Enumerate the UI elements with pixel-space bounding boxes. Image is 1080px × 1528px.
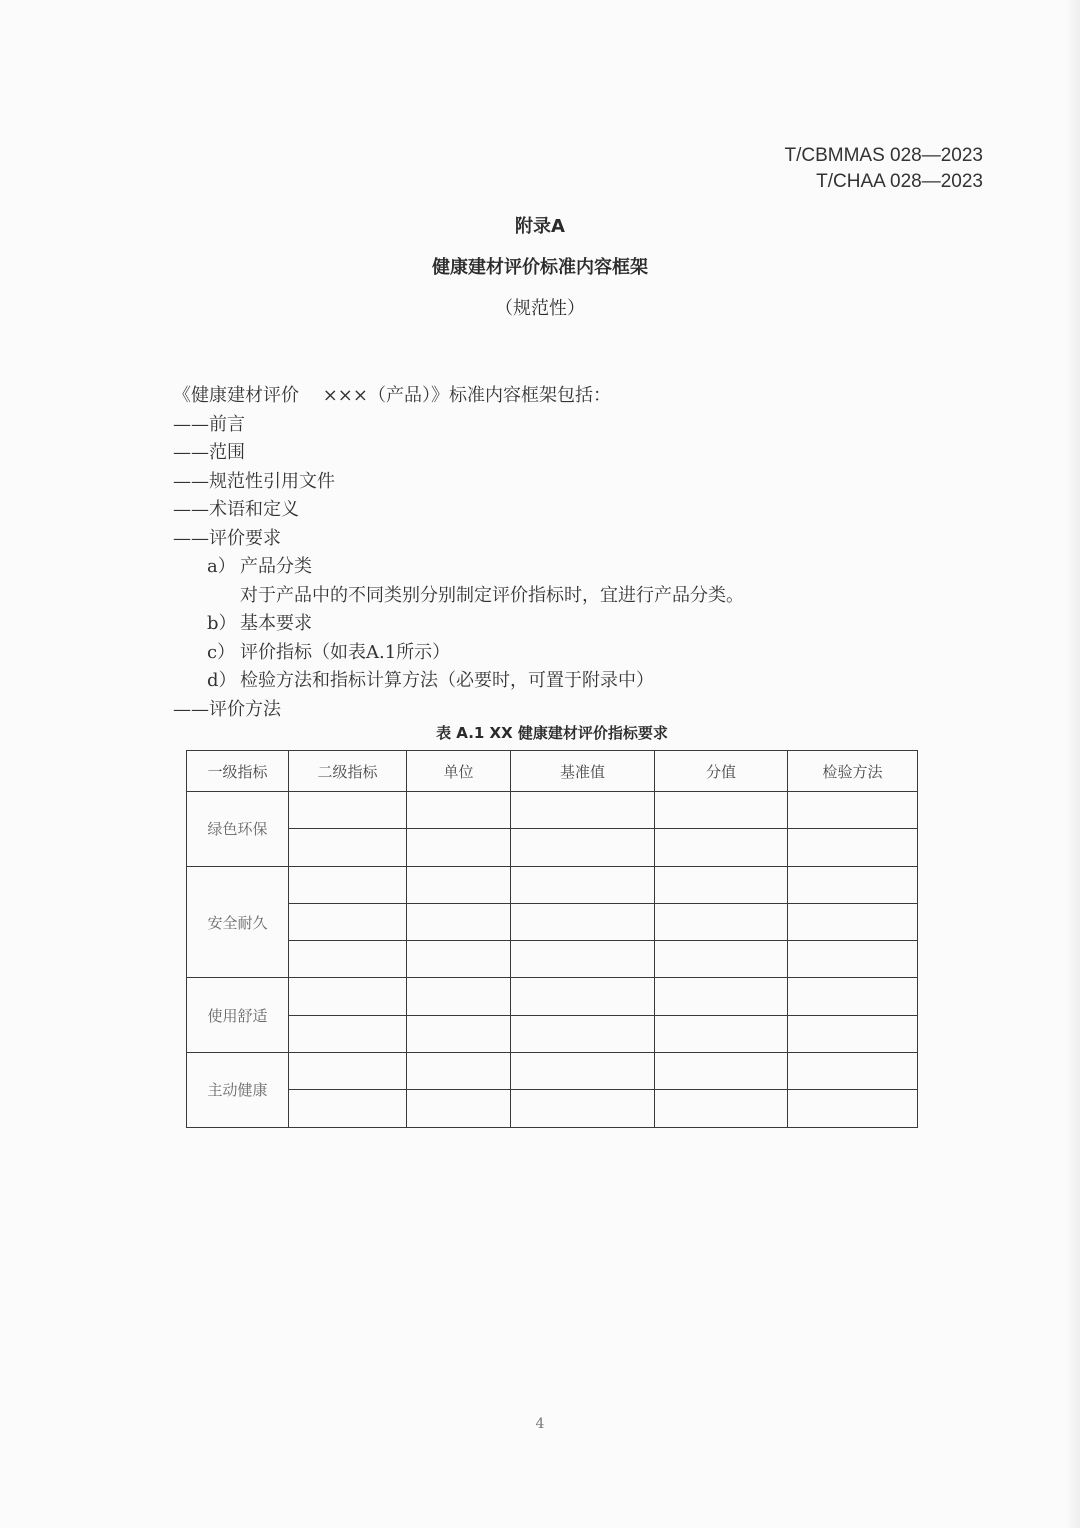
table-cell: [655, 978, 788, 1015]
table-cell: [511, 1053, 655, 1090]
section-item: ——评价方法: [173, 698, 281, 720]
table-cell: [407, 1090, 511, 1127]
standard-code-2: T/CHAA 028—2023: [816, 171, 983, 192]
table-cell: [407, 792, 511, 829]
table-cell: [511, 792, 655, 829]
subitem-label: 基本要求: [240, 613, 312, 634]
table-row: [187, 792, 918, 829]
section-item: ——范围: [173, 442, 245, 463]
framework-content: [173, 382, 744, 724]
table-cell: [407, 866, 511, 903]
table-cell: [289, 1090, 407, 1127]
evaluation-indicator-table: [186, 750, 918, 1128]
table-cell: [788, 978, 918, 1015]
header-cell: 分值: [655, 751, 788, 792]
appendix-nature: （规范性）: [495, 298, 585, 319]
section-item: ——规范性引用文件: [173, 470, 335, 492]
table-cell: [407, 829, 511, 866]
category-cell: 安全耐久: [187, 866, 289, 978]
subitem-d: [173, 667, 744, 696]
header-cell: 一级指标: [187, 751, 289, 792]
table-cell: [289, 1053, 407, 1090]
table-cell: [407, 1053, 511, 1090]
table-cell: [289, 941, 407, 978]
table-cell: [655, 1053, 788, 1090]
table-row: [187, 829, 918, 866]
table-cell: [788, 829, 918, 866]
header-cell: 二级指标: [289, 751, 407, 792]
table-cell: [788, 903, 918, 940]
table-row: [187, 1053, 918, 1090]
table-cell: [289, 978, 407, 1015]
appendix-label: 附录A: [515, 216, 565, 237]
table-cell: [655, 1090, 788, 1127]
table-cell: [511, 866, 655, 903]
table-cell: [289, 866, 407, 903]
table-cell: [788, 1053, 918, 1090]
subitem-marker: a）: [207, 556, 236, 577]
table-row: [187, 978, 918, 1015]
category-cell: 绿色环保: [187, 792, 289, 867]
subitem-marker: d）: [207, 670, 237, 691]
subitem-a: [173, 553, 744, 582]
appendix-title: 健康建材评价标准内容框架: [432, 257, 648, 278]
table-row: [187, 1090, 918, 1127]
table-cell: [289, 1015, 407, 1052]
header-cell: 基准值: [511, 751, 655, 792]
table-cell: [788, 1090, 918, 1127]
category-cell: 使用舒适: [187, 978, 289, 1053]
table-caption: 表 A.1 XX 健康建材评价指标要求: [436, 724, 668, 742]
table-cell: [511, 978, 655, 1015]
table-cell: [655, 903, 788, 940]
table-cell: [289, 829, 407, 866]
subitem-label: 评价指标（如表A.1所示）: [240, 641, 451, 663]
table-cell: [511, 1090, 655, 1127]
table-cell: [407, 978, 511, 1015]
subitem-label: 产品分类: [240, 556, 312, 577]
table-cell: [511, 1015, 655, 1052]
table-cell: [655, 1015, 788, 1052]
table-cell: [289, 903, 407, 940]
header-cell: 单位: [407, 751, 511, 792]
table-cell: [655, 941, 788, 978]
category-cell: 主动健康: [187, 1053, 289, 1128]
standard-codes: [784, 143, 983, 195]
table-cell: [407, 1015, 511, 1052]
table-row: [187, 1015, 918, 1052]
table-cell: [788, 1015, 918, 1052]
subitem-a-note: 对于产品中的不同类别分别制定评价指标时，宜进行产品分类。: [240, 584, 744, 606]
section-item: ——评价要求: [173, 527, 281, 549]
scan-edge-shadow: [1066, 0, 1080, 1528]
standard-code-1: T/CBMMAS 028—2023: [784, 145, 983, 166]
subitem-marker: b）: [207, 613, 237, 634]
section-item: ——术语和定义: [173, 499, 299, 520]
intro-text: 《健康建材评价 ×××（产品）》标准内容框架包括：: [173, 385, 611, 406]
table-cell: [655, 866, 788, 903]
table-cell: [511, 829, 655, 866]
subitem-marker: c）: [207, 641, 236, 663]
table-header-row: [187, 751, 918, 792]
section-item: ——前言: [173, 413, 245, 435]
appendix-titles: [0, 212, 1080, 324]
table-cell: [407, 941, 511, 978]
table-cell: [407, 903, 511, 940]
table-cell: [788, 941, 918, 978]
page-number: 4: [535, 1416, 545, 1432]
subitem-b: [173, 610, 744, 639]
table-cell: [655, 829, 788, 866]
table-row: [187, 903, 918, 940]
table-cell: [788, 866, 918, 903]
table-cell: [511, 903, 655, 940]
table-cell: [511, 941, 655, 978]
subitem-c: [173, 639, 744, 668]
subitem-label: 检验方法和指标计算方法（必要时，可置于附录中）: [240, 670, 654, 691]
table-row: [187, 941, 918, 978]
header-cell: 检验方法: [788, 751, 918, 792]
table-cell: [289, 792, 407, 829]
table-cell: [788, 792, 918, 829]
table-row: [187, 866, 918, 903]
table-cell: [655, 792, 788, 829]
